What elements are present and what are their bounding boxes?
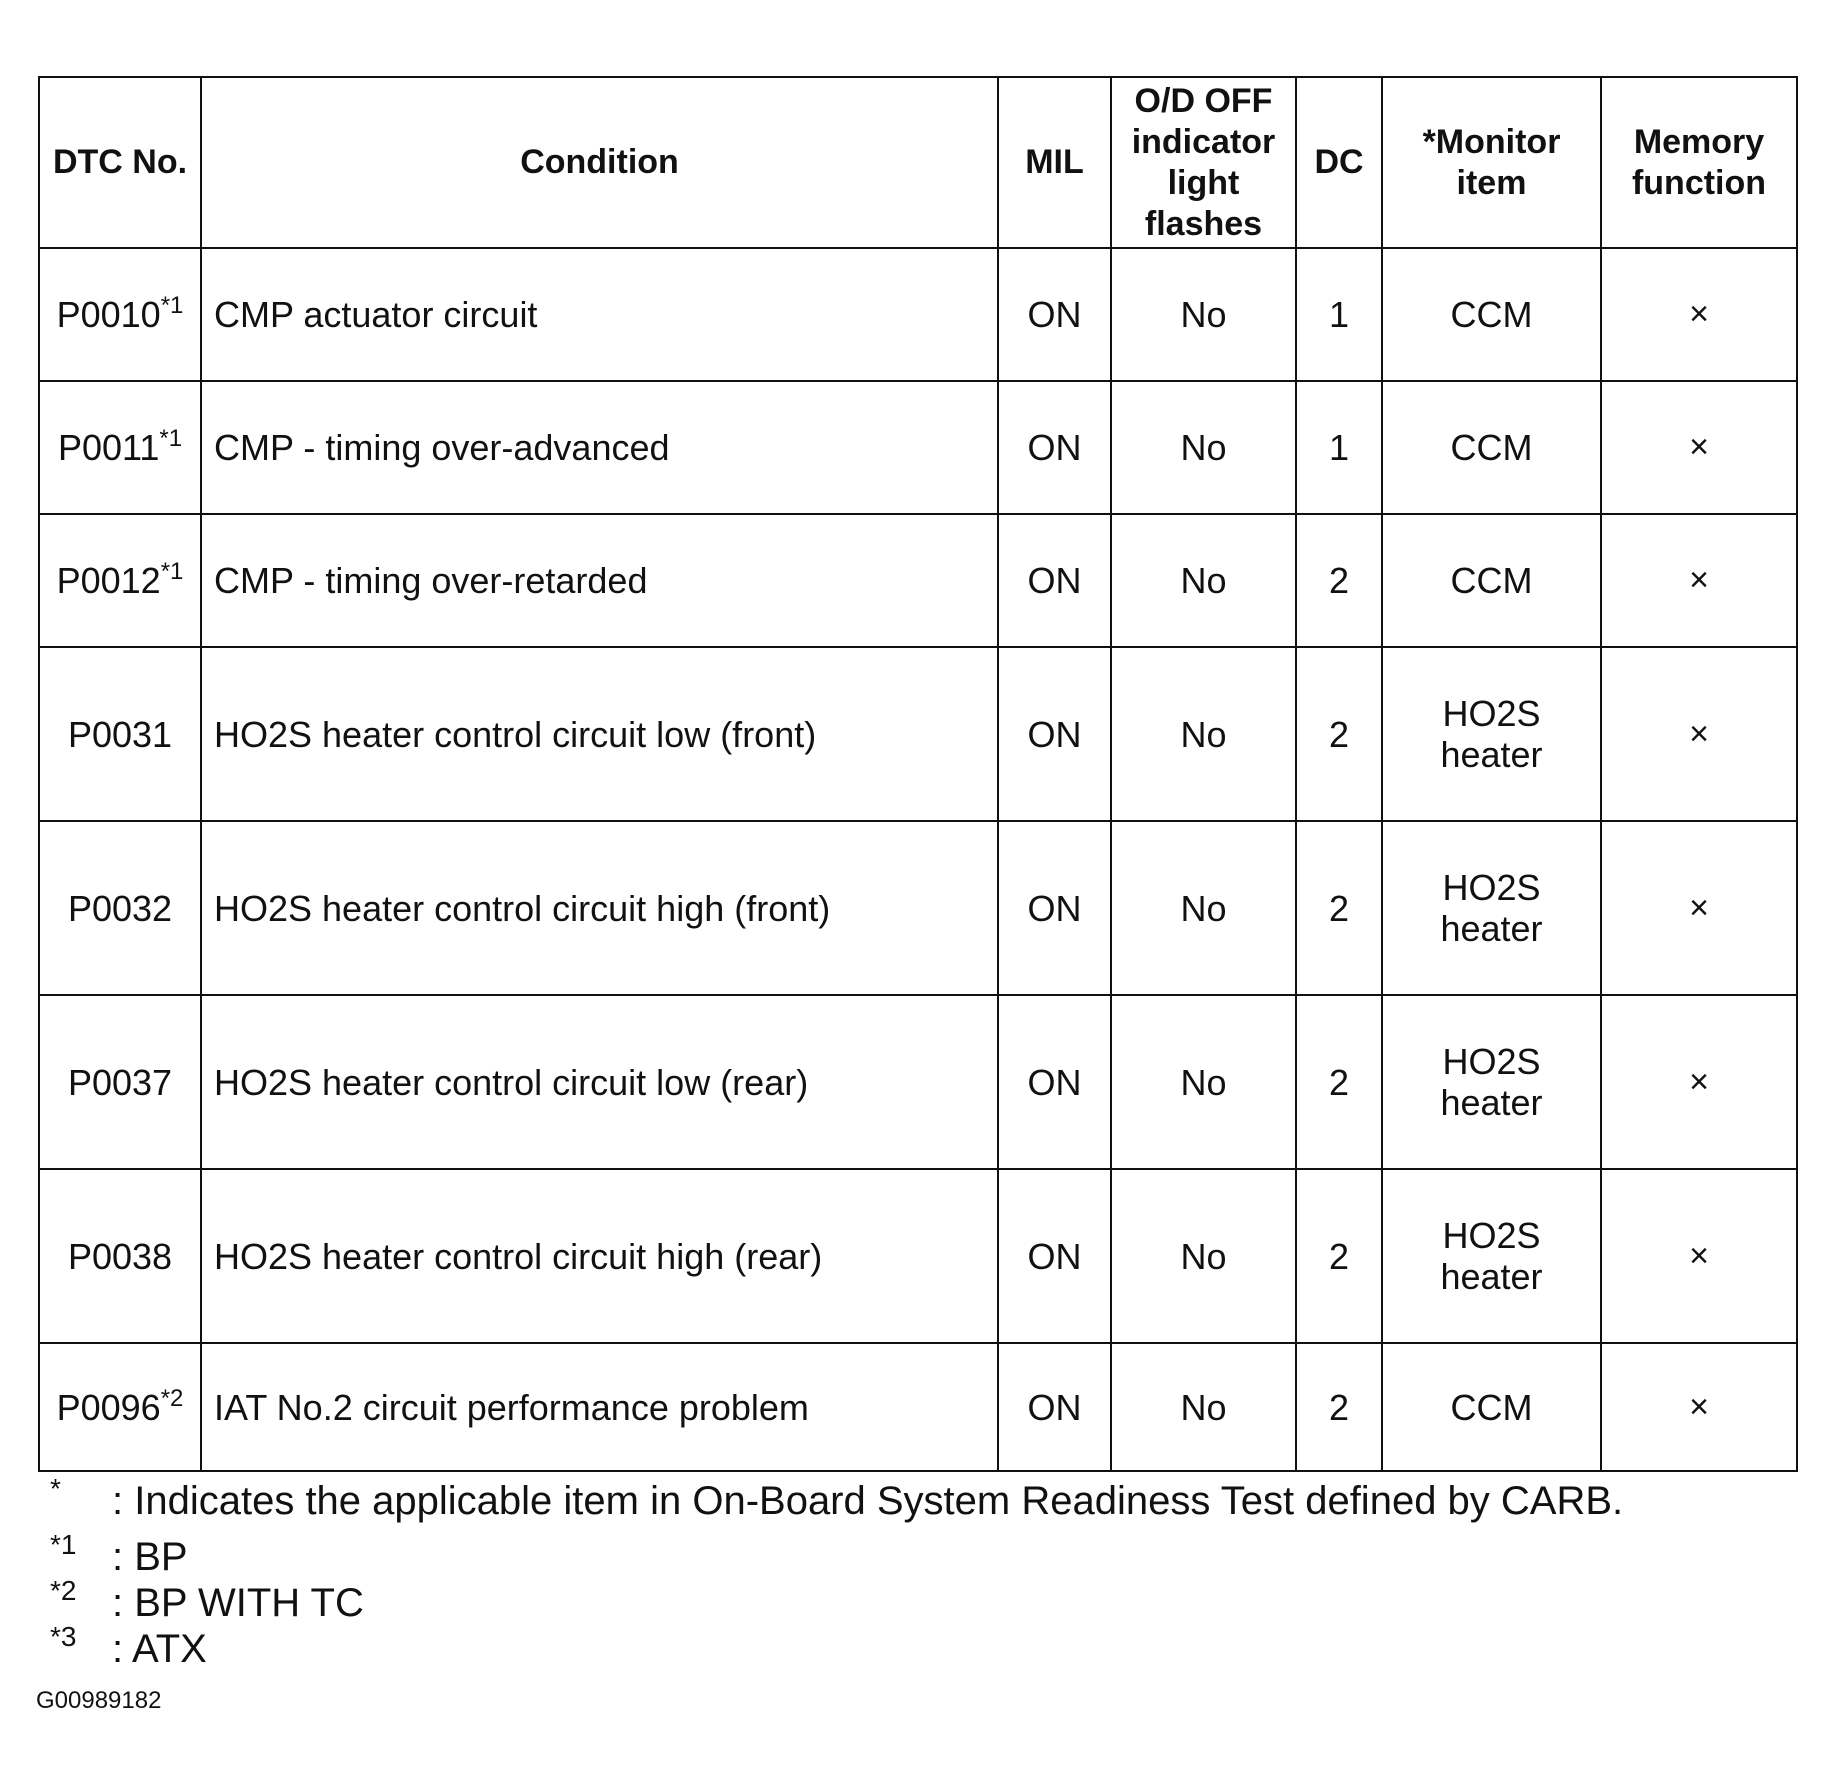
monitor-item-cell: HO2S heater [1382,647,1601,821]
condition-cell: CMP actuator circuit [201,248,998,381]
dc-cell: 2 [1296,995,1382,1169]
od-off-cell: No [1111,1343,1296,1471]
monitor-item-cell: CCM [1382,381,1601,514]
header-mil: MIL [998,77,1111,248]
dc-cell: 1 [1296,381,1382,514]
memory-function-cell: × [1601,647,1797,821]
condition-cell: HO2S heater control circuit high (front) [201,821,998,995]
dc-cell: 1 [1296,248,1382,381]
footnote-3 [50,1621,1790,1672]
table-row [39,995,1797,1169]
memory-function-cell: × [1601,381,1797,514]
dc-cell: 2 [1296,514,1382,647]
footnote-text: : BP [112,1535,188,1579]
footnote-mark: * [50,1473,61,1504]
condition-cell: HO2S heater control circuit low (rear) [201,995,998,1169]
mil-cell: ON [998,248,1111,381]
memory-function-cell: × [1601,1169,1797,1343]
footnote-1 [50,1529,1790,1580]
table-row [39,381,1797,514]
mil-cell: ON [998,1169,1111,1343]
header-condition: Condition [201,77,998,248]
od-off-cell: No [1111,248,1296,381]
condition-cell: CMP - timing over-retarded [201,514,998,647]
footnote-carb [50,1473,1790,1534]
dtc-code-cell: P0096$^{*2}$ [39,1343,201,1471]
header-od-off-indicator: O/D OFF indicator light flashes [1111,77,1296,248]
od-off-cell: No [1111,514,1296,647]
footnote-mark: *2 [160,1384,184,1412]
dc-cell: 2 [1296,1169,1382,1343]
header-dtc-no: DTC No. [39,77,201,248]
condition-cell: CMP - timing over-advanced [201,381,998,514]
dc-cell: 2 [1296,1343,1382,1471]
header-memory-function: Memory function [1601,77,1797,248]
od-off-cell: No [1111,647,1296,821]
mil-cell: ON [998,647,1111,821]
footnote-mark: *1 [160,292,184,319]
footnote-2 [50,1575,1790,1626]
table-row [39,1169,1797,1343]
condition-cell: IAT No.2 circuit performance problem [201,1343,998,1471]
mil-cell: ON [998,381,1111,514]
header-row [39,77,1797,248]
dc-cell: 2 [1296,647,1382,821]
footnote-mark: *1 [159,425,183,452]
memory-function-cell: × [1601,821,1797,995]
condition-cell: HO2S heater control circuit high (rear) [201,1169,998,1343]
table-row [39,1343,1797,1471]
header-dc: DC [1296,77,1382,248]
footnote-text: : ATX [112,1627,207,1671]
monitor-item-cell: CCM [1382,514,1601,647]
mil-cell: ON [998,995,1111,1169]
table-row [39,514,1797,647]
footnote-mark: *2 [50,1575,77,1606]
mil-cell: ON [998,1343,1111,1471]
memory-function-cell: × [1601,514,1797,647]
memory-function-cell: × [1601,1343,1797,1471]
table-row [39,821,1797,995]
footnote-mark: *1 [160,558,184,585]
monitor-item-cell: CCM [1382,248,1601,381]
dtc-code-cell: P0032 [39,821,201,995]
footnote-mark: *1 [50,1529,77,1560]
monitor-item-cell: HO2S heater [1382,995,1601,1169]
dc-cell: 2 [1296,821,1382,995]
dtc-code-cell: P0031 [39,647,201,821]
mil-cell: ON [998,514,1111,647]
header-monitor-item: *Monitor item [1382,77,1601,248]
footnote-mark: *3 [50,1621,77,1652]
od-off-cell: No [1111,381,1296,514]
od-off-cell: No [1111,995,1296,1169]
footnote-text: : BP WITH TC [112,1581,364,1625]
monitor-item-cell: HO2S heater [1382,1169,1601,1343]
dtc-code-cell: P0011$^{*1}$ [39,381,201,514]
memory-function-cell: × [1601,248,1797,381]
mil-cell: ON [998,821,1111,995]
table-row [39,647,1797,821]
monitor-item-cell: HO2S heater [1382,821,1601,995]
dtc-code-cell: P0010$^{*1}$ [39,248,201,381]
condition-cell: HO2S heater control circuit low (front) [201,647,998,821]
dtc-code-cell: P0012$^{*1}$ [39,514,201,647]
footnote-text: : Indicates the applicable item in On-Board System Readiness Test defined by CARB. [112,1479,1624,1523]
od-off-cell: No [1111,821,1296,995]
dtc-code-cell: P0037 [39,995,201,1169]
figure-id: G00989182 [36,1687,162,1714]
od-off-cell: No [1111,1169,1296,1343]
table-row [39,248,1797,381]
memory-function-cell: × [1601,995,1797,1169]
dtc-table [38,76,1798,1472]
dtc-code-cell: P0038 [39,1169,201,1343]
monitor-item-cell: CCM [1382,1343,1601,1471]
footnotes [50,1473,1790,1672]
